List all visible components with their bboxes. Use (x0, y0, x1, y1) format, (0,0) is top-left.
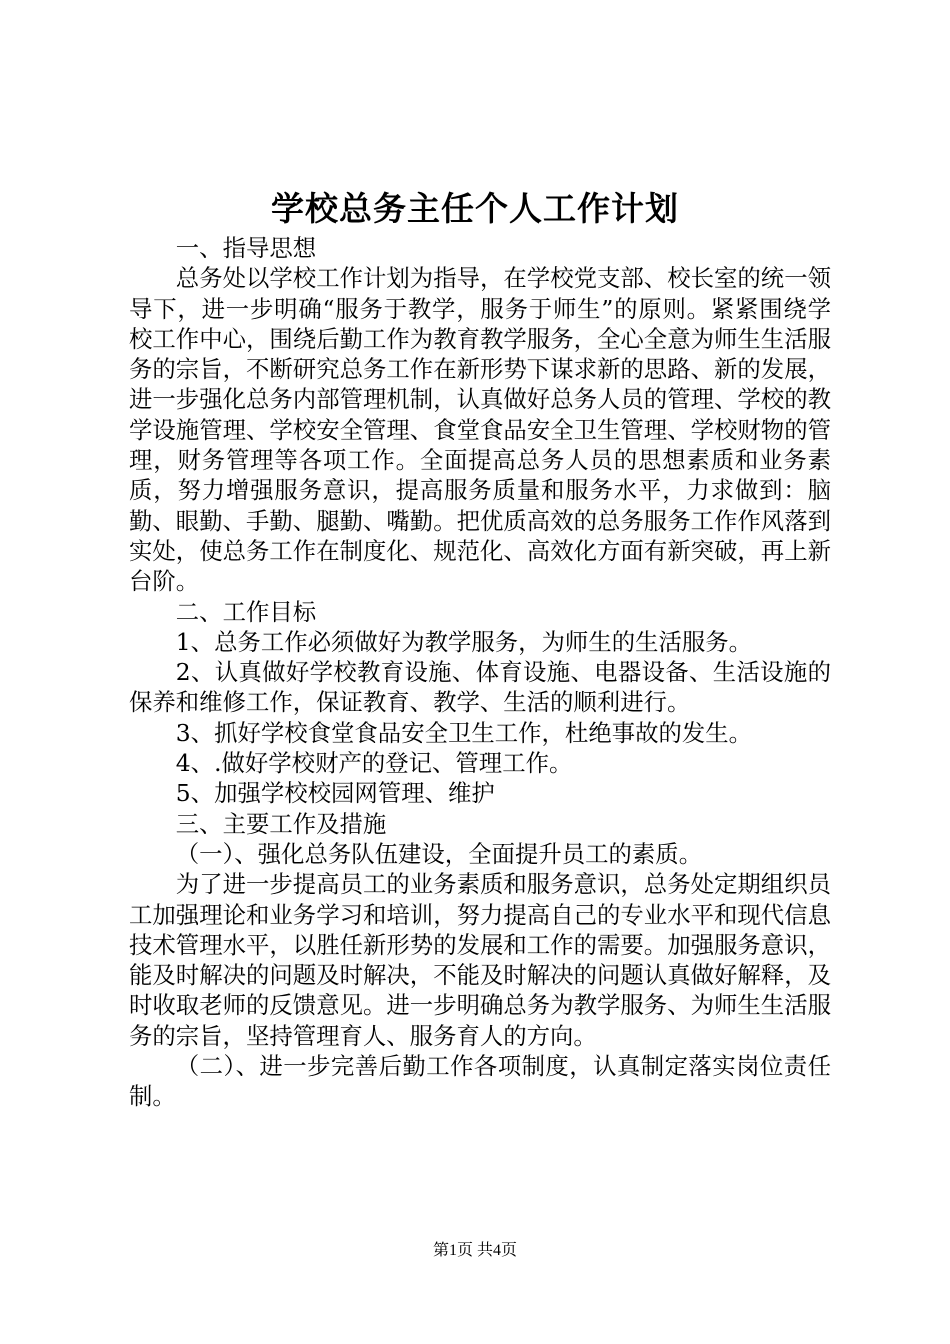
paragraph-guiding-idea: 总务处以学校工作计划为指导，在学校党支部、校长室的统一领导下，进一步明确“服务于教学，服务于师生”的原则。紧紧围绕学校工作中心，围绕后勤工作为教育教学服务，全心全意为师生生活服务的宗旨，不断研究总务工作在新形势下谋求新的思路、新的发展，进一步强化总务内部管理机制，认真做好总务人员的管理、学校的教学设施管理、学校安全管理、食堂食品安全卫生管理、学校财物的管理，财务管理等各项工作。全面提高总务人员的思想素质和业务素质，努力增强服务意识，提高服务质量和服务水平，力求做到：脑勤、眼勤、手勤、腿勤、嘴勤。把优质高效的总务服务工作作风落到实处，使总务工作在制度化、规范化、高效化方面有新突破，再上新台阶。 (129, 264, 831, 596)
section-heading-guiding-idea: 一、指导思想 (175, 234, 317, 262)
paragraph-team-building: 为了进一步提高员工的业务素质和服务意识，总务处定期组织员工加强理论和业务学习和培训，努力提高自己的专业水平和现代信息技术管理水平，以胜任新形势的发展和工作的需要。加强服务意识，能及时解决的问题及时解决，不能及时解决的问题认真做好解释，及时收取老师的反馈意见。进一步明确总务为教学服务、为师生生活服务的宗旨，坚持管理育人、服务育人的方向。 (129, 870, 831, 1050)
document-title: 学校总务主任个人工作计划 (271, 189, 679, 228)
goal-item-5: 5、加强学校校园网管理、维护 (175, 779, 495, 808)
page-number-footer: 第1页 共4页 (432, 1242, 517, 1259)
section-heading-measures: 三、主要工作及措施 (175, 809, 387, 838)
subheading-team-building: （一）、强化总务队伍建设，全面提升员工的素质。 (175, 839, 703, 868)
subheading-regulations: （二）、进一步完善后勤工作各项制度，认真制定落实岗位责任制。 (129, 1052, 831, 1111)
goal-item-3: 3、抓好学校食堂食品安全卫生工作，杜绝事故的发生。 (175, 718, 753, 747)
document-body (129, 233, 831, 1112)
goal-item-4: 4、.做好学校财产的登记、管理工作。 (175, 749, 573, 778)
goal-item-1: 1、总务工作必须做好为教学服务，为师生的生活服务。 (175, 627, 753, 656)
section-heading-work-goals: 二、工作目标 (175, 597, 317, 626)
goal-item-2: 2、认真做好学校教育设施、体育设施、电器设备、生活设施的保养和维修工作，保证教育、教学、生活的顺利进行。 (129, 658, 831, 717)
